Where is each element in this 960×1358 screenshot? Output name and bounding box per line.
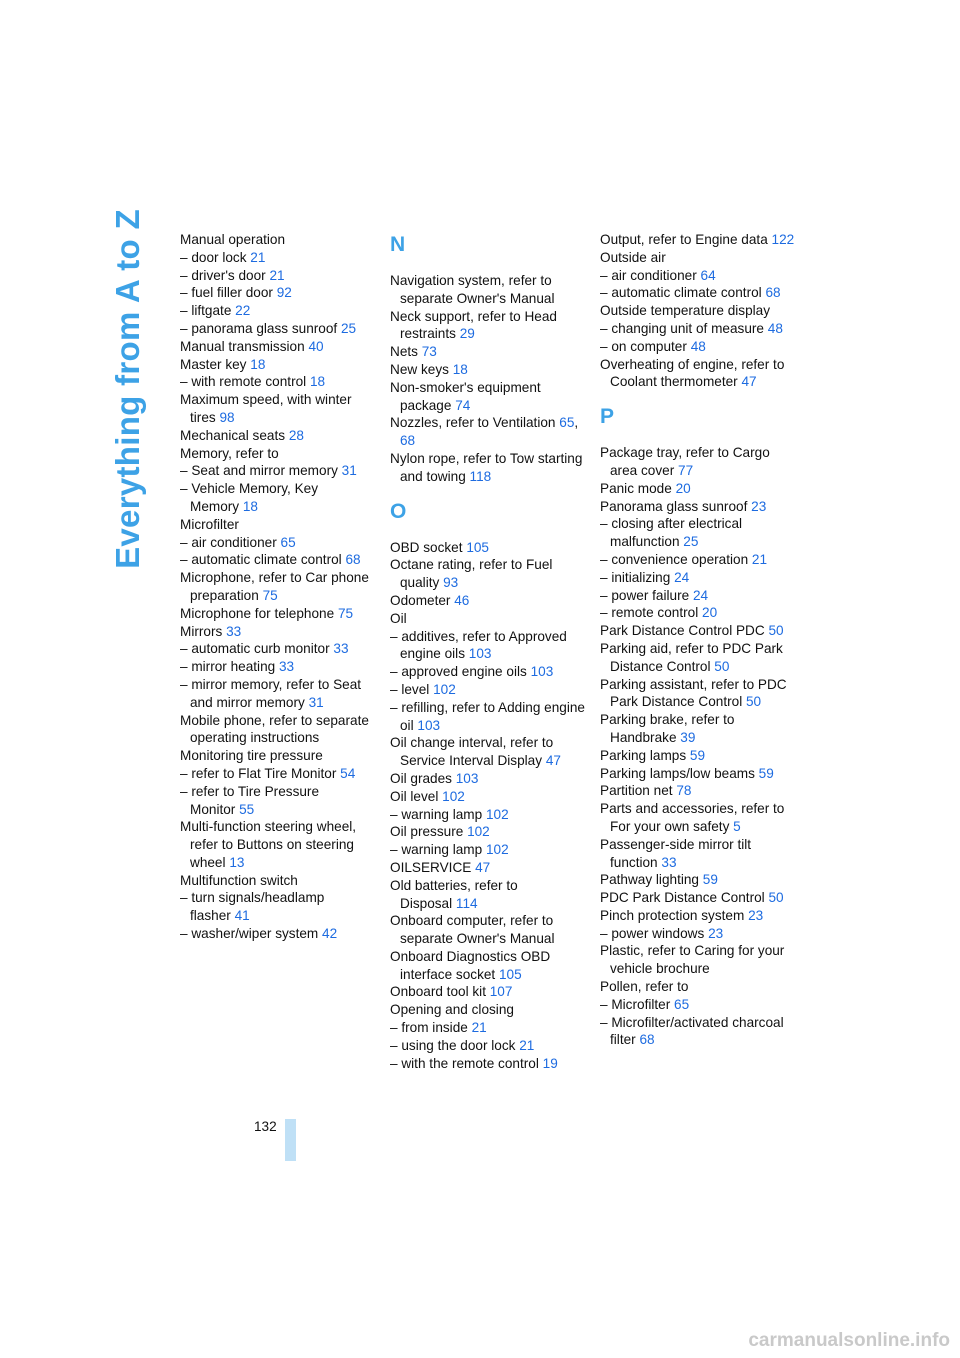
index-entry-text: – automatic climate control xyxy=(600,285,762,301)
page-reference-link[interactable]: 75 xyxy=(337,605,354,621)
index-entry-text: – refilling, refer to Adding engine oil xyxy=(390,699,585,733)
index-entry-text: – fuel filler door xyxy=(180,285,273,301)
index-entry-text: Parking aid, refer to PDC Park Distance Control xyxy=(600,640,783,674)
page-reference-link[interactable]: 23 xyxy=(748,907,764,923)
index-entry-text: – Seat and mirror memory xyxy=(180,463,338,479)
index-entry-text: OBD socket xyxy=(390,539,463,555)
index-entry xyxy=(180,284,375,302)
index-entry-text: Oil change interval, refer to Service Interval Display xyxy=(390,735,554,769)
index-entry xyxy=(390,539,585,557)
index-entry-text: – turn signals/headlamp flasher xyxy=(180,890,325,924)
index-entry-text: – remote control xyxy=(600,605,699,621)
page-reference-link[interactable]: 102 xyxy=(442,788,465,804)
index-letter-heading: P xyxy=(600,405,615,429)
index-entry-text: OILSERVICE xyxy=(390,859,472,875)
page-reference-link[interactable]: 68 xyxy=(345,552,361,568)
index-entry xyxy=(390,912,585,948)
index-entry-text: – with the remote control xyxy=(390,1055,539,1071)
page-reference-link[interactable]: 50 xyxy=(768,623,784,639)
page-reference-link[interactable]: 33 xyxy=(226,623,242,639)
index-entry-text: Partition net xyxy=(600,783,673,799)
page-reference-link[interactable]: 42 xyxy=(322,926,338,942)
index-entry-text: – Microfilter/activated charcoal filter xyxy=(600,1014,784,1048)
page-reference-link[interactable]: 65 xyxy=(559,415,575,431)
index-entry-text: – mirror memory, refer to Seat and mirror memory xyxy=(180,676,362,710)
page-reference-link[interactable]: 92 xyxy=(276,285,292,301)
index-column-3 xyxy=(600,231,795,1049)
page-reference-link[interactable]: 33 xyxy=(333,641,349,657)
index-entry-text: Panorama glass sunroof xyxy=(600,498,748,514)
index-entry-text: Parking assistant, refer to PDC Park Distance Control xyxy=(600,676,787,710)
index-entry-text: Memory, refer to xyxy=(180,445,279,461)
page-reference-link[interactable]: 122 xyxy=(771,232,795,247)
page-reference-link[interactable]: 65 xyxy=(674,996,690,1012)
index-entry-text: – additives, refer to Approved engine oils xyxy=(390,628,567,662)
index-entry xyxy=(600,871,795,889)
index-entry xyxy=(180,391,375,427)
index-entry xyxy=(600,942,795,978)
index-entry xyxy=(600,622,795,640)
index-entry-text: Manual transmission xyxy=(180,338,305,354)
page-reference-link[interactable]: 47 xyxy=(545,753,561,769)
page-reference-link[interactable]: 65 xyxy=(280,534,296,550)
page-reference-link[interactable]: 48 xyxy=(767,320,783,336)
index-entry xyxy=(390,592,585,610)
index-entry xyxy=(600,604,795,622)
page-reference-link[interactable]: 29 xyxy=(459,326,475,342)
page-reference-link[interactable]: 28 xyxy=(288,427,304,443)
index-entry xyxy=(600,284,795,302)
page-reference-link[interactable]: 31 xyxy=(308,694,324,710)
page-marker-bar xyxy=(285,1119,296,1161)
index-entry-text: Multifunction switch xyxy=(180,872,298,888)
index-entry xyxy=(180,302,375,320)
index-entry xyxy=(390,1019,585,1037)
index-entry xyxy=(180,889,375,925)
index-entry xyxy=(390,308,585,344)
index-entry xyxy=(390,770,585,788)
index-entry-text: Plastic, refer to Caring for your vehicle brochure xyxy=(600,943,785,977)
index-entry xyxy=(390,734,585,770)
index-entry-text: Mobile phone, refer to separate operating instructions xyxy=(180,712,369,746)
index-entry xyxy=(180,640,375,658)
page-reference-link[interactable]: 47 xyxy=(475,859,491,875)
index-entry-text: – air conditioner xyxy=(180,534,277,550)
index-entry xyxy=(390,610,585,628)
index-letter-heading: O xyxy=(390,499,407,523)
index-entry xyxy=(180,249,375,267)
index-entry-text: – power windows xyxy=(600,925,705,941)
index-entry xyxy=(180,872,375,890)
index-entry-text: Outside air xyxy=(600,249,666,265)
index-entry-text: Microfilter xyxy=(180,516,239,532)
index-entry-text: Parking lamps/low beams xyxy=(600,765,755,781)
page-reference-link[interactable]: 50 xyxy=(768,890,784,906)
page-reference-link[interactable]: 19 xyxy=(542,1055,558,1071)
index-entry xyxy=(600,515,795,551)
page-reference-link[interactable]: 21 xyxy=(471,1020,487,1036)
watermark: carmanualsonline.info xyxy=(748,1330,950,1351)
index-entry: Nozzles, refer to Ventilation 65, 68 xyxy=(390,415,579,449)
page-reference-link[interactable]: 98 xyxy=(219,409,235,425)
index-entry-text: – power failure xyxy=(600,587,690,603)
index-entry-text: – from inside xyxy=(390,1020,468,1036)
index-entry xyxy=(180,427,375,445)
index-entry xyxy=(180,445,375,463)
index-entry xyxy=(390,806,585,824)
page-reference-link[interactable]: 47 xyxy=(741,374,757,390)
index-entry xyxy=(390,841,585,859)
index-entry xyxy=(600,551,795,569)
index-entry xyxy=(390,788,585,806)
page-reference-link[interactable]: 68 xyxy=(400,433,416,449)
index-entry xyxy=(180,765,375,783)
index-entry-text: Non-smoker's equipment package xyxy=(390,379,541,413)
page-reference-link[interactable]: 64 xyxy=(700,267,716,283)
index-entry-text: Passenger-side mirror tilt function xyxy=(600,836,752,870)
page-reference-link[interactable]: 103 xyxy=(468,646,492,662)
page-reference-link[interactable]: 103 xyxy=(530,664,554,680)
index-entry xyxy=(180,462,375,480)
index-entry-text: Microphone, refer to Car phone preparation xyxy=(180,570,369,603)
page-reference-link[interactable]: 22 xyxy=(235,303,251,319)
page-reference-link[interactable]: 102 xyxy=(485,806,509,822)
index-entry xyxy=(600,836,795,872)
index-letter-heading: N xyxy=(390,233,406,256)
index-entry xyxy=(390,877,585,913)
index-entry xyxy=(600,231,795,249)
index-column-2 xyxy=(390,231,585,1072)
index-entry-text: – changing unit of measure xyxy=(600,320,764,336)
index-entry xyxy=(180,712,375,748)
index-entry-text: Old batteries, refer to Disposal xyxy=(390,877,518,911)
index-entry-text: Neck support, refer to Head restraints xyxy=(390,308,557,342)
index-entry xyxy=(390,272,585,308)
index-entry xyxy=(180,480,375,516)
index-entry xyxy=(180,534,375,552)
page-reference-link[interactable]: 50 xyxy=(746,694,762,710)
index-entry-text: – warning lamp xyxy=(390,806,483,822)
index-entry-text: Onboard computer, refer to separate Owner's Manual xyxy=(390,913,555,947)
index-entry xyxy=(390,628,585,664)
index-entry xyxy=(390,663,585,681)
index-entry xyxy=(600,925,795,943)
index-entry xyxy=(600,320,795,338)
index-entry xyxy=(180,373,375,391)
page-reference-link[interactable]: 23 xyxy=(751,498,767,514)
index-entry-text: Multi-function steering wheel, refer to Buttons on steering wheel xyxy=(180,819,357,870)
index-entry-text: – level xyxy=(390,681,430,697)
page-reference-link[interactable]: 40 xyxy=(308,338,324,354)
index-entry xyxy=(600,978,795,996)
index-entry xyxy=(390,699,585,735)
page-reference-link[interactable]: 23 xyxy=(708,925,724,941)
index-entry-text: Nets xyxy=(390,344,418,360)
index-entry-text: – using the door lock xyxy=(390,1037,516,1053)
index-entry-text: Monitoring tire pressure xyxy=(180,748,323,764)
index-entry-text: – warning lamp xyxy=(390,842,483,858)
index-entry-text: – air conditioner xyxy=(600,267,697,283)
page-reference-link[interactable]: 20 xyxy=(702,605,718,621)
index-entry-text: Oil level xyxy=(390,788,439,804)
index-entry xyxy=(390,983,585,1001)
index-entry xyxy=(180,605,375,623)
index-entry-text: Master key xyxy=(180,356,247,372)
index-entry xyxy=(600,480,795,498)
page-reference-link[interactable]: 107 xyxy=(489,984,513,1000)
page-reference-link[interactable]: 102 xyxy=(467,824,490,840)
page-reference-link[interactable]: 54 xyxy=(340,765,356,781)
index-entry-text: Odometer xyxy=(390,592,451,608)
index-entry-text: Mechanical seats xyxy=(180,427,286,443)
index-entry xyxy=(180,569,375,605)
index-entry xyxy=(390,361,585,379)
page-reference-link[interactable]: 21 xyxy=(269,267,285,283)
page-reference-link[interactable]: 102 xyxy=(433,681,456,697)
page-reference-link[interactable]: 102 xyxy=(485,842,509,858)
page-reference-link[interactable]: 77 xyxy=(678,462,694,478)
index-entry xyxy=(600,338,795,356)
index-entry-text: Navigation system, refer to separate Owner's Manual xyxy=(390,273,555,306)
page-reference-link[interactable]: 18 xyxy=(452,361,468,377)
index-entry-text: Nozzles, refer to Ventilation xyxy=(390,415,556,431)
index-entry xyxy=(600,711,795,747)
index-entry-text: Package tray, refer to Cargo area cover xyxy=(600,445,770,478)
index-entry-text: Maximum speed, with winter tires xyxy=(180,392,352,425)
index-entry-text: – initializing xyxy=(600,569,671,585)
index-entry-text: Onboard tool kit xyxy=(390,984,486,1000)
index-entry xyxy=(180,658,375,676)
index-entry xyxy=(600,996,795,1014)
page-reference-link[interactable]: 31 xyxy=(341,463,357,479)
index-entry xyxy=(600,249,795,267)
page-reference-link[interactable]: 13 xyxy=(229,854,245,870)
index-entry-text: – with remote control xyxy=(180,374,307,390)
page-reference-link[interactable]: 55 xyxy=(239,801,255,817)
index-entry xyxy=(600,356,795,392)
index-entry xyxy=(600,765,795,783)
page-reference-link[interactable]: 78 xyxy=(676,783,692,799)
index-entry-text: Mirrors xyxy=(180,623,223,639)
page-reference-link[interactable]: 93 xyxy=(443,575,459,591)
index-entry-text: Octane rating, refer to Fuel quality xyxy=(390,557,553,591)
index-entry-text: – panorama glass sunroof xyxy=(180,320,338,336)
index-entry xyxy=(390,823,585,841)
index-entry-text: – driver's door xyxy=(180,267,266,283)
index-entry-text: – liftgate xyxy=(180,303,232,319)
index-entry xyxy=(180,551,375,569)
page-reference-link[interactable]: 18 xyxy=(309,374,326,390)
index-entry-text: Opening and closing xyxy=(390,1002,514,1018)
index-entry xyxy=(390,343,585,361)
index-entry-text: – convenience operation xyxy=(600,551,749,567)
page-reference-link[interactable]: 39 xyxy=(680,729,696,745)
index-entry xyxy=(600,267,795,285)
index-entry-text: PDC Park Distance Control xyxy=(600,890,765,906)
page-reference-link[interactable]: 68 xyxy=(765,285,781,301)
index-entry-text: – door lock xyxy=(180,249,247,265)
index-column-1 xyxy=(180,231,375,943)
index-entry-text: Output, refer to Engine data xyxy=(600,232,768,247)
index-entry-text: – Vehicle Memory, Key Memory xyxy=(180,481,319,514)
index-entry-text: – mirror heating xyxy=(180,659,276,675)
index-entry xyxy=(600,782,795,800)
index-entry-text: Outside temperature display xyxy=(600,303,771,319)
index-entry xyxy=(600,800,795,836)
index-entry xyxy=(180,623,375,641)
page-reference-link[interactable]: 18 xyxy=(250,356,266,372)
index-entry xyxy=(600,640,795,676)
page-reference-link[interactable]: 103 xyxy=(455,770,479,786)
index-entry xyxy=(180,356,375,374)
page-reference-link[interactable]: 50 xyxy=(714,658,730,674)
index-entry xyxy=(600,747,795,765)
index-entry-text: – refer to Flat Tire Monitor xyxy=(180,765,337,781)
index-entry xyxy=(390,556,585,592)
page-reference-link[interactable]: 25 xyxy=(340,320,357,336)
index-entry-text: Overheating of engine, refer to Coolant thermometer xyxy=(600,356,785,390)
index-entry-text: Microphone for telephone xyxy=(180,605,335,621)
index-entry xyxy=(600,907,795,925)
index-entry-text: Pinch protection system xyxy=(600,907,745,923)
index-entry-text: – closing after electrical malfunction xyxy=(600,516,743,550)
page-reference-link[interactable]: 20 xyxy=(675,480,691,496)
page-reference-link[interactable]: 105 xyxy=(466,539,489,555)
page-reference-link[interactable]: 48 xyxy=(690,338,706,354)
index-entry-text: Park Distance Control PDC xyxy=(600,623,765,639)
page-reference-link[interactable]: 18 xyxy=(242,498,258,514)
page-number: 132 xyxy=(254,1119,277,1134)
index-entry xyxy=(180,925,375,943)
index-entry-text: Pollen, refer to xyxy=(600,979,689,995)
side-title-text: Everything from A to Z xyxy=(109,209,146,569)
index-entry xyxy=(180,818,375,871)
page-reference-link[interactable]: 21 xyxy=(751,551,768,567)
index-entry-text: Oil grades xyxy=(390,770,452,786)
page-reference-link[interactable]: 33 xyxy=(661,854,677,870)
index-entry-text: Nylon rope, refer to Tow starting and towing xyxy=(390,450,583,484)
index-entry-text: – automatic curb monitor xyxy=(180,641,330,657)
index-entry xyxy=(390,379,585,415)
page-reference-link[interactable]: 5 xyxy=(733,818,741,834)
index-entry-text: – washer/wiper system xyxy=(180,926,319,942)
index-entry-text: – refer to Tire Pressure Monitor xyxy=(180,783,320,817)
page-reference-link[interactable]: 24 xyxy=(692,587,709,603)
page-reference-link[interactable]: 41 xyxy=(234,908,250,924)
index-entry xyxy=(180,231,375,249)
index-entry xyxy=(390,681,585,699)
page-reference-link[interactable]: 75 xyxy=(262,587,278,603)
index-entry xyxy=(390,859,585,877)
index-entry xyxy=(600,587,795,605)
page-reference-link[interactable]: 25 xyxy=(683,534,699,550)
page-reference-link[interactable]: 114 xyxy=(455,895,478,911)
index-entry xyxy=(600,569,795,587)
page-reference-link[interactable]: 103 xyxy=(417,717,441,733)
page-reference-link[interactable]: 21 xyxy=(519,1037,535,1053)
index-entry xyxy=(180,783,375,819)
index-entry-text: Oil pressure xyxy=(390,824,464,840)
index-entry xyxy=(600,498,795,516)
index-entry-text: – automatic climate control xyxy=(180,552,342,568)
page-reference-link[interactable]: 74 xyxy=(455,397,471,413)
index-entry xyxy=(600,1014,795,1050)
index-entry xyxy=(180,676,375,712)
index-entry-text: Parking brake, refer to Handbrake xyxy=(600,712,735,745)
page-reference-link[interactable]: 118 xyxy=(469,468,492,484)
index-entry xyxy=(180,320,375,338)
page-reference-link[interactable]: 46 xyxy=(454,592,470,608)
index-entry-text: Parking lamps xyxy=(600,747,687,763)
page-reference-link[interactable]: 24 xyxy=(674,569,690,585)
page-reference-link[interactable]: 68 xyxy=(639,1032,655,1048)
index-entry xyxy=(390,948,585,984)
index-entry-text: – approved engine oils xyxy=(390,664,527,680)
page-reference-link[interactable]: 73 xyxy=(421,344,437,360)
index-entry xyxy=(390,1055,585,1073)
index-entry xyxy=(180,516,375,534)
index-entry xyxy=(180,747,375,765)
index-entry-text: Pathway lighting xyxy=(600,872,699,888)
page-reference-link[interactable]: 21 xyxy=(250,249,266,265)
index-entry xyxy=(600,889,795,907)
index-entry xyxy=(180,338,375,356)
index-entry xyxy=(600,302,795,320)
page-reference-link[interactable]: 59 xyxy=(702,872,718,888)
index-entry-text: Manual operation xyxy=(180,232,286,247)
page-reference-link[interactable]: 59 xyxy=(689,747,706,763)
page-reference-link[interactable]: 105 xyxy=(498,966,522,982)
index-entry-text: Panic mode xyxy=(600,480,672,496)
index-entry xyxy=(390,1037,585,1055)
page-reference-link[interactable]: 33 xyxy=(278,659,295,675)
index-entry xyxy=(600,676,795,712)
index-entry-text: New keys xyxy=(390,361,449,377)
index-entry-text: Parts and accessories, refer to For your own safety xyxy=(600,801,785,834)
index-entry-text: – on computer xyxy=(600,338,687,354)
index-entry xyxy=(390,1001,585,1019)
side-section-title xyxy=(98,209,158,569)
index-entry-text: – Microfilter xyxy=(600,996,671,1012)
page-reference-link[interactable]: 59 xyxy=(758,765,774,781)
index-entry xyxy=(180,267,375,285)
index-entry-text: Onboard Diagnostics OBD interface socket xyxy=(390,948,551,982)
index-entry-text: Oil xyxy=(390,610,407,626)
index-entry xyxy=(390,450,585,486)
index-entry xyxy=(600,444,795,480)
